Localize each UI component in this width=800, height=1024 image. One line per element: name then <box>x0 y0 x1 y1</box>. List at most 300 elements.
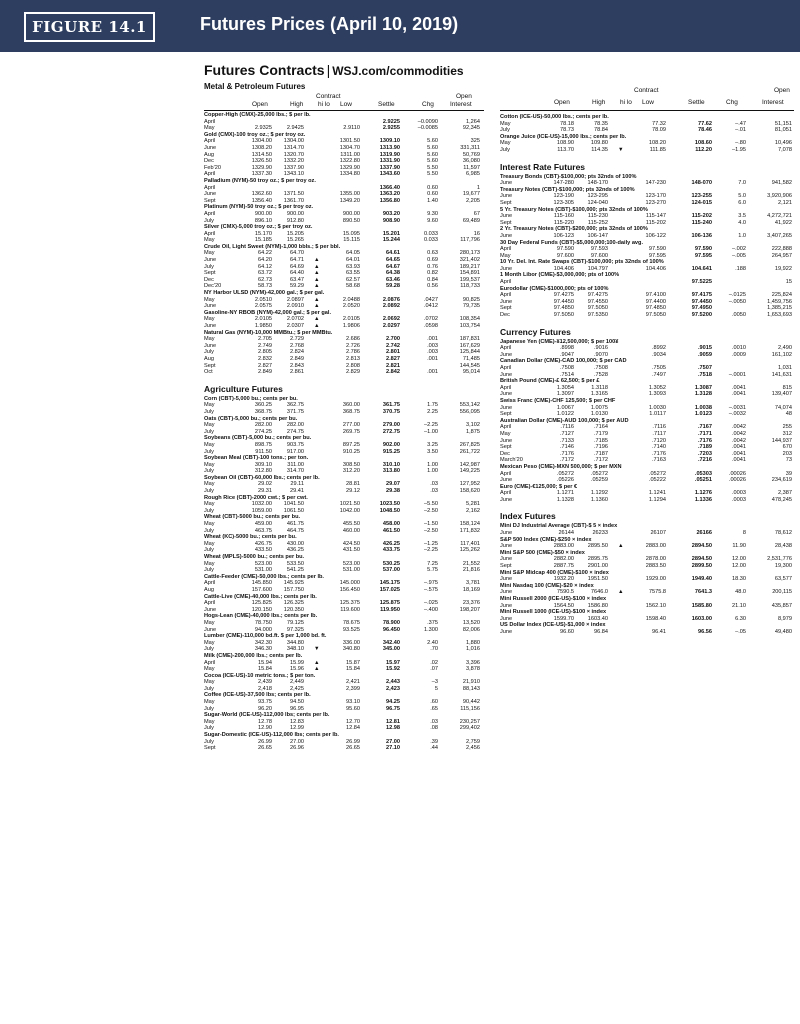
cell-open-interest: 127,952 <box>459 481 480 488</box>
left-header-block <box>204 82 484 752</box>
cell-high: 2.0702 <box>286 316 304 323</box>
cell-chg: 0.76 <box>427 263 438 270</box>
cell-high: 97.593 <box>590 246 608 253</box>
header-open-top: Open <box>456 93 472 100</box>
cell-month: June <box>500 615 513 622</box>
cell-open: 78.73 <box>560 127 574 134</box>
contract-name: 1 Month Libor (CME)-$3,000,000; pts of 100% <box>500 272 620 279</box>
cell-high: 2.861 <box>290 369 304 376</box>
cell-high: 64.69 <box>290 263 304 270</box>
cell-settle: 64.67 <box>386 263 400 270</box>
cell-high: 126.325 <box>283 600 304 607</box>
cell-high: 917.00 <box>286 448 304 455</box>
cell-chg: –2.25 <box>424 422 438 429</box>
cell-month: June <box>500 298 513 305</box>
cell-low: 62.57 <box>346 276 360 283</box>
cell-open-interest: 2,490 <box>778 345 792 352</box>
cell-month: May <box>204 125 215 132</box>
cell-open: 1564.50 <box>553 602 574 609</box>
cell-open-interest: 118,733 <box>460 283 480 290</box>
cell-settle: 7641.3 <box>694 589 712 596</box>
cell-month: July <box>500 127 510 134</box>
contract-name: Coffee (ICE-US)-37,500 lbs; cents per lb. <box>204 692 311 699</box>
cell-high: 1371.50 <box>283 191 304 198</box>
cell-settle: 361.75 <box>382 402 400 409</box>
cell-open-interest: 222,888 <box>771 246 792 253</box>
cell-month: April <box>204 171 216 178</box>
cell-hilo-marker: ▲ <box>314 263 320 270</box>
cell-settle: 903.20 <box>382 210 400 217</box>
cell-month: Dec <box>500 312 510 319</box>
table-row <box>204 686 484 693</box>
table-row <box>204 218 484 225</box>
cell-open-interest: 16 <box>473 230 480 237</box>
cell-low: 115-202 <box>645 219 666 226</box>
cell-low: 312.20 <box>342 468 360 475</box>
cell-open-interest: 10,496 <box>774 140 792 147</box>
cell-low: 123-270 <box>645 199 666 206</box>
header-open-top-right: Open <box>774 87 790 94</box>
cell-open: 2.9325 <box>254 125 272 132</box>
table-row <box>500 127 794 134</box>
cell-month: June <box>500 437 513 444</box>
cell-high: 104.797 <box>587 265 608 272</box>
cell-open: 15.84 <box>258 666 272 673</box>
cell-month: July <box>204 408 214 415</box>
table-row <box>500 233 794 240</box>
cell-settle: 1.1276 <box>694 490 712 497</box>
header-settle: Settle <box>378 101 395 108</box>
contract-name: Lumber (CME)-110,000 bd.ft. $ per 1,000 bd. ft. <box>204 633 327 640</box>
cell-settle: 2.700 <box>386 336 400 343</box>
cell-open: 7590.5 <box>556 589 574 596</box>
table-row <box>500 405 794 412</box>
cell-chg: 5.0 <box>738 193 746 200</box>
cell-chg: 0.56 <box>427 283 438 290</box>
cell-open-interest: 187,831 <box>459 336 480 343</box>
cell-low: 97.4850 <box>645 305 666 312</box>
cell-chg: 1.40 <box>427 197 438 204</box>
cell-settle: 2894.50 <box>691 543 712 550</box>
cell-chg: 0.63 <box>427 250 438 257</box>
table-row <box>204 211 484 218</box>
cell-settle: 458.00 <box>382 521 400 528</box>
cell-open: 106-123 <box>553 232 574 239</box>
cell-open: 26.65 <box>258 745 272 752</box>
cell-settle: 124-015 <box>691 199 712 206</box>
cell-settle: .7176 <box>698 437 712 444</box>
cell-settle: 310.10 <box>382 461 400 468</box>
header-hilo-right: hi lo <box>620 99 632 106</box>
cell-hilo-marker: ▲ <box>314 323 320 329</box>
cell-open-interest: 1,264 <box>466 118 480 125</box>
cell-chg: –.0050 <box>728 298 746 305</box>
cell-month: April <box>204 210 216 217</box>
table-row <box>204 171 484 178</box>
cell-open-interest: 435,857 <box>771 602 792 609</box>
cell-open: .7172 <box>560 457 574 464</box>
cell-month: Sept <box>500 219 512 226</box>
cell-settle: 96.450 <box>382 626 400 633</box>
cell-chg: .03 <box>430 718 438 725</box>
section-title: Agriculture Futures <box>204 383 283 394</box>
cell-settle: 63.46 <box>386 276 400 283</box>
cell-open-interest: 2,456 <box>466 745 480 752</box>
contract-name: Mini DJ Industrial Average (CBT)-$ 5 × index <box>500 523 618 530</box>
cell-month: Dec <box>500 450 510 457</box>
cell-settle: 148-070 <box>691 180 712 187</box>
cell-open-interest: 19,922 <box>774 265 792 272</box>
cell-low: 2883.00 <box>645 543 666 550</box>
table-row <box>204 620 484 627</box>
cell-month: Dec <box>204 276 214 283</box>
cell-open-interest: 108,354 <box>459 316 480 323</box>
cell-open: 463.75 <box>254 527 272 534</box>
cell-high: .7508 <box>594 365 608 371</box>
table-row <box>500 576 794 583</box>
cell-open: 78.750 <box>254 619 272 626</box>
cell-chg: 8 <box>742 530 746 537</box>
header-interest-right: Interest <box>762 99 784 106</box>
cell-open: 2.0510 <box>254 296 272 303</box>
cell-month: June <box>204 303 217 310</box>
table-row <box>500 411 794 418</box>
cell-settle: 2.0892 <box>382 303 400 310</box>
cell-open: 1.9850 <box>254 323 272 329</box>
cell-chg: 11.90 <box>732 543 746 550</box>
header-low-right: Low <box>642 99 654 106</box>
cell-open-interest: 15 <box>785 279 792 286</box>
cell-open: .8998 <box>560 345 574 352</box>
cell-low: 1349.20 <box>339 197 360 204</box>
cell-open-interest: 478,245 <box>771 496 792 503</box>
cell-high: 344.80 <box>286 639 304 646</box>
cell-settle: 530.25 <box>382 560 400 567</box>
cell-open: 94.000 <box>254 626 272 633</box>
table-row <box>500 431 794 438</box>
cell-open: 1059.00 <box>251 507 272 514</box>
cell-open: 96.60 <box>560 628 574 635</box>
table-row <box>500 477 794 484</box>
cell-high: 912.80 <box>286 217 304 224</box>
cell-open-interest: 90,442 <box>462 699 480 706</box>
cell-settle: 279.00 <box>382 422 400 429</box>
table-row <box>204 468 484 475</box>
cell-high: 15.99 <box>290 659 304 666</box>
cell-settle: 2.842 <box>386 369 400 376</box>
cell-chg: .001 <box>427 369 438 376</box>
cell-settle: 1603.00 <box>691 615 712 622</box>
cell-high: 903.75 <box>286 441 304 448</box>
cell-low: 77.32 <box>652 120 666 127</box>
contract-name: Mexican Peso (CME)-MXN 500,000; $ per MXN <box>500 463 622 470</box>
cell-high: 157.750 <box>283 586 304 593</box>
cell-open-interest: 125,844 <box>459 349 480 356</box>
cell-chg: 5.60 <box>427 138 438 145</box>
cell-settle: 272.75 <box>382 428 400 435</box>
cell-open: 2.849 <box>258 369 272 376</box>
contract-name: Soybeans (CBT)-5,000 bu.; cents per bu. <box>204 435 312 442</box>
contract-name: Silver (CMX)-5,000 troy oz.; $ per troy oz. <box>204 224 313 231</box>
cell-chg: 0.033 <box>424 237 438 244</box>
cell-low: 63.93 <box>346 263 360 270</box>
cell-low: 1.9806 <box>342 323 360 329</box>
cell-open: 1308.20 <box>251 144 272 151</box>
cell-month: May <box>204 481 215 488</box>
contract-name: Orange Juice (ICE-US)-15,000 lbs.; cents per lb. <box>500 133 627 140</box>
cell-low: .05222 <box>648 477 666 484</box>
cell-month: June <box>500 232 513 239</box>
cell-open: 2883.00 <box>553 543 574 550</box>
cell-month: April <box>204 138 216 145</box>
left-column-body <box>204 112 484 752</box>
cell-month: June <box>204 191 217 198</box>
cell-open: 531.00 <box>254 567 272 574</box>
contract-name: Swiss Franc (CME)-CHF 125,500; $ per CHF <box>500 397 616 404</box>
cell-open: .7176 <box>560 450 574 457</box>
cell-low: 897.25 <box>342 441 360 448</box>
cell-high: 2901.00 <box>587 563 608 570</box>
contract-name: Cocoa (ICE-US)-10 metric tons.; $ per ton. <box>204 672 316 679</box>
cell-settle: 902.00 <box>382 441 400 448</box>
table-row <box>204 283 484 290</box>
cell-open-interest: 670 <box>782 444 792 451</box>
cell-chg: .0598 <box>424 323 438 329</box>
cell-month: July <box>204 725 214 732</box>
cell-open: 2887.75 <box>553 563 574 570</box>
cell-chg: –.0125 <box>728 292 746 299</box>
cell-chg: –.005 <box>732 252 746 259</box>
cell-open-interest: 941,582 <box>771 180 792 187</box>
cell-chg: .0041 <box>732 457 746 464</box>
cell-chg: –1.00 <box>424 428 438 435</box>
cell-open-interest: 149,225 <box>459 468 480 475</box>
cell-settle: .7507 <box>698 365 712 371</box>
cell-chg: –.975 <box>424 580 438 587</box>
cell-hilo-marker: ▲ <box>314 270 320 277</box>
cell-low: 15.87 <box>346 659 360 666</box>
cell-open-interest: 1,016 <box>466 646 480 653</box>
contract-name: Rough Rice (CBT)-2000 cwt.; $ per cwt. <box>204 494 308 501</box>
cell-settle: 1313.90 <box>379 144 400 151</box>
cell-chg: .0003 <box>732 490 746 497</box>
cell-open: 78.18 <box>560 120 574 127</box>
cell-high: 106-147 <box>587 232 608 239</box>
cell-month: May <box>204 422 215 429</box>
cell-month: June <box>204 626 217 633</box>
cell-open-interest: 200,115 <box>772 589 792 596</box>
cell-open-interest: 48 <box>785 411 792 418</box>
cell-open-interest: 79,735 <box>462 303 480 310</box>
cell-month: July <box>204 646 214 653</box>
cell-month: June <box>500 193 513 200</box>
cell-month: Aug <box>204 586 214 593</box>
cell-open-interest: 158,124 <box>459 521 480 528</box>
section-spacer <box>500 503 794 511</box>
cell-low: 2878.00 <box>645 556 666 563</box>
cell-open: 896.10 <box>254 217 272 224</box>
cell-open-interest: 3,781 <box>466 580 480 587</box>
cell-low: 1304.70 <box>339 144 360 151</box>
cell-high: 461.75 <box>286 521 304 528</box>
cell-open-interest: 255 <box>782 424 792 431</box>
cell-open-interest: 325 <box>470 138 480 145</box>
table-row <box>204 125 484 132</box>
cell-open: 1.0122 <box>556 411 574 418</box>
cell-low: 368.75 <box>342 408 360 415</box>
cell-open: 523.00 <box>254 560 272 567</box>
cell-month: Sept <box>204 745 216 752</box>
cell-high: .7528 <box>594 371 608 378</box>
cell-open-interest: 264,957 <box>771 252 792 259</box>
header-contract-right: Contract <box>634 87 659 94</box>
table-row <box>204 488 484 495</box>
cell-open: 115-220 <box>553 219 574 226</box>
contract-name: Sugar-World (ICE-US)-112,000 lbs; cents per lb. <box>204 712 330 719</box>
cell-high: .7179 <box>594 430 608 437</box>
cell-settle: 15.97 <box>386 659 400 666</box>
contract-name: Corn (CBT)-5,000 bu.; cents per bu. <box>204 395 298 402</box>
cell-month: July <box>204 263 214 270</box>
cell-month: May <box>204 639 215 646</box>
contract-name: Milk (CME)-200,000 lbs.; cents per lb. <box>204 652 303 659</box>
cell-settle: 115-202 <box>691 213 712 220</box>
cell-open-interest: 36,080 <box>462 158 480 165</box>
section-spacer <box>500 319 794 327</box>
cell-open: 309.10 <box>254 461 272 468</box>
cell-high: 115-230 <box>587 213 608 220</box>
cell-settle: 1366.40 <box>379 184 400 191</box>
table-row <box>500 253 794 260</box>
cell-settle: 1.1336 <box>694 496 712 503</box>
cell-open: 1362.60 <box>251 191 272 198</box>
contract-name: British Pound (CME)-£ 62,500; $ per £ <box>500 378 600 385</box>
table-row <box>204 521 484 528</box>
table-row <box>204 719 484 726</box>
cell-chg: –.47 <box>735 120 746 127</box>
cell-chg: .0042 <box>732 430 746 437</box>
table-row <box>204 646 484 653</box>
cell-high: 1603.40 <box>587 615 608 622</box>
cell-open-interest: 261,722 <box>459 448 480 455</box>
cell-settle: 15.244 <box>382 237 400 244</box>
table-row <box>204 343 484 350</box>
cell-open-interest: 81,051 <box>774 127 792 134</box>
cell-settle: 908.90 <box>382 217 400 224</box>
table-row <box>204 541 484 548</box>
cell-settle: 2.801 <box>386 349 400 356</box>
cell-settle: 97.4950 <box>691 305 712 312</box>
cell-month: May <box>500 430 511 437</box>
cell-open-interest: 158,620 <box>459 488 480 495</box>
cell-low: 97.590 <box>648 246 666 253</box>
cell-open-interest: 95,014 <box>462 369 480 376</box>
cell-settle: 64.38 <box>386 270 400 277</box>
cell-month: April <box>500 424 512 431</box>
cell-high: 348.10 <box>286 646 304 653</box>
cell-settle: 97.4450 <box>691 298 712 305</box>
cell-open-interest: 1,653,693 <box>767 312 792 319</box>
cell-low: .7116 <box>652 424 666 431</box>
publication-heading <box>204 62 794 80</box>
cell-month: Sept <box>204 270 216 277</box>
table-row <box>204 627 484 634</box>
cell-high: 2.843 <box>290 362 304 369</box>
table-row <box>500 438 794 445</box>
cell-low: 2.0105 <box>342 316 360 323</box>
table-row <box>500 530 794 537</box>
cell-month: July <box>204 547 214 554</box>
contract-name: Natural Gas (NYM)-10,000 MMBtu.; $ per MMBtu. <box>204 329 333 336</box>
cell-open: 282.00 <box>254 422 272 429</box>
cell-settle: 2.827 <box>386 355 400 362</box>
cell-low: 1311.00 <box>340 151 360 158</box>
cell-hilo-marker: ▲ <box>314 283 320 290</box>
cell-month: Sept <box>204 197 216 204</box>
cell-chg: .375 <box>427 619 438 626</box>
cell-high: 12.99 <box>290 725 304 732</box>
cell-open: 26144 <box>558 530 574 537</box>
cell-settle: 106-136 <box>691 232 712 239</box>
table-row <box>500 292 794 299</box>
cell-low: 277.00 <box>342 422 360 429</box>
cell-chg: .00026 <box>728 477 746 484</box>
contract-name: Copper-High (CMX)-25,000 lbs.; $ per lb. <box>204 112 311 118</box>
cell-high: 115-252 <box>587 219 608 226</box>
cell-low: 1355.00 <box>339 191 360 198</box>
cell-chg: .001 <box>427 336 438 343</box>
cell-month: Sept <box>500 444 512 451</box>
cell-low: .05272 <box>648 470 666 477</box>
cell-hilo-marker: ▲ <box>314 666 320 673</box>
cell-high: .05259 <box>590 477 608 484</box>
cell-chg: .0041 <box>732 444 746 451</box>
contract-name: Mini S&P 500 (CME)-$50 × index <box>500 549 585 556</box>
contract-name: Eurodollar (CME)-$1000,000; pts of 100% <box>500 285 609 292</box>
cell-high: 2.0307 <box>286 323 304 329</box>
cell-low: 108.20 <box>648 140 666 147</box>
cell-high: 27.00 <box>290 738 304 745</box>
cell-low: 93.10 <box>346 699 360 706</box>
cell-low: 1.3093 <box>648 391 666 398</box>
contract-name: 5 Yr. Treasury Notes (CBT)-$100,000; pts 32nds of 100% <box>500 206 648 213</box>
cell-open-interest: 50,769 <box>462 151 480 158</box>
cell-chg: .0042 <box>732 424 746 431</box>
cell-settle: 15.92 <box>386 666 400 673</box>
cell-low: 2.726 <box>346 342 360 349</box>
contract-name: 2 Yr. Treasury Notes (CBT)-$200,000; pts 32nds of 100% <box>500 226 648 233</box>
cell-settle: 426.25 <box>382 540 400 547</box>
cell-high: 1586.80 <box>587 602 608 609</box>
cell-chg: .0041 <box>732 450 746 457</box>
cell-open: 2.832 <box>258 355 272 362</box>
cell-settle: 1.3087 <box>694 384 712 391</box>
cell-settle: 97.5200 <box>691 312 712 319</box>
table-row <box>204 725 484 732</box>
cell-low: 1.0030 <box>648 404 666 411</box>
cell-settle: 97.4175 <box>691 292 712 299</box>
cell-high: 15.205 <box>286 230 304 237</box>
cell-open: 1304.00 <box>251 138 272 145</box>
cell-low: 1322.80 <box>339 158 360 165</box>
cell-high: 1.3118 <box>591 384 608 391</box>
cell-open: 911.50 <box>255 448 272 455</box>
cell-month: June <box>204 144 217 151</box>
contract-name: Oats (CBT)-5,000 bu.; cents per bu. <box>204 415 298 422</box>
cell-open-interest: 90,825 <box>462 296 480 303</box>
cell-open: 12.78 <box>258 718 272 725</box>
cell-month: July <box>204 507 214 514</box>
